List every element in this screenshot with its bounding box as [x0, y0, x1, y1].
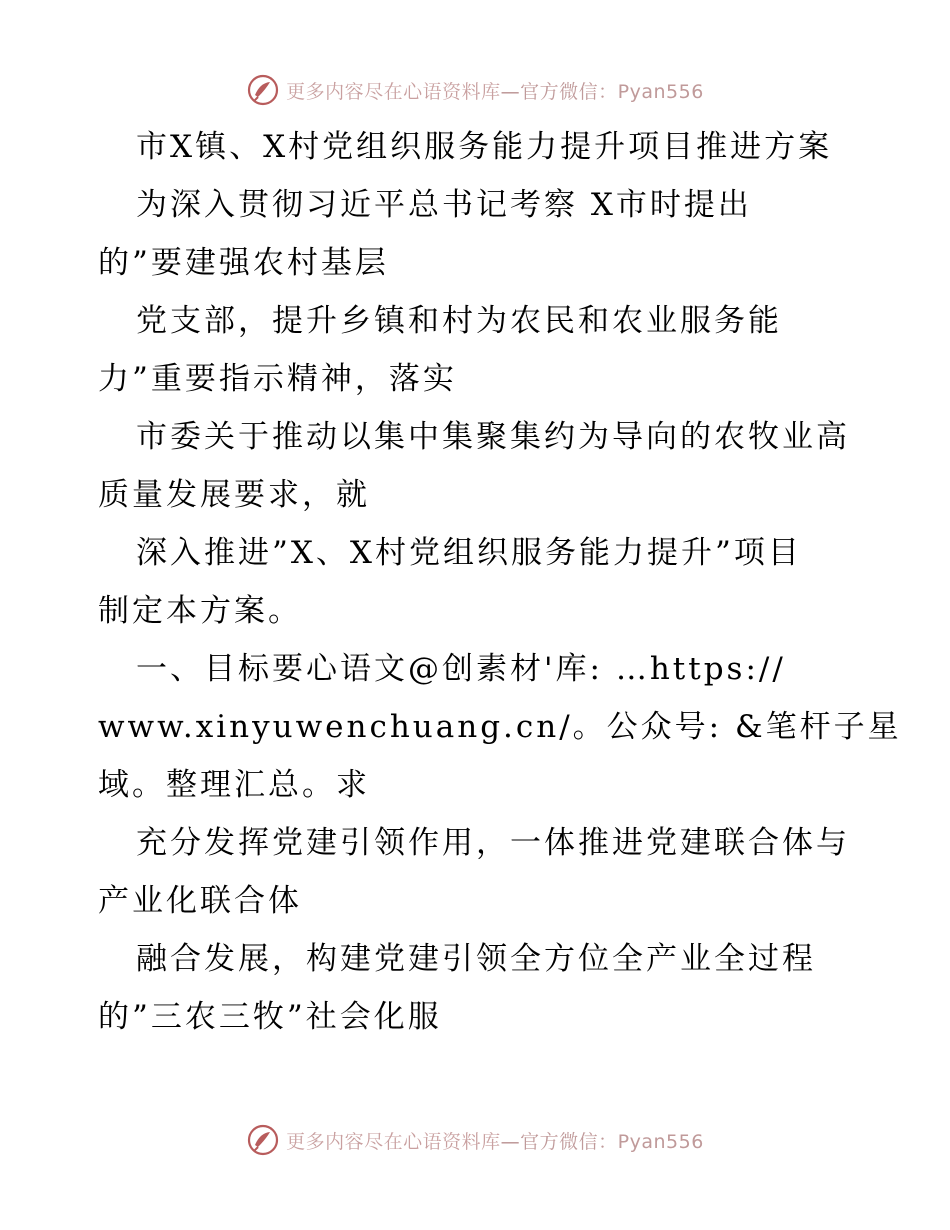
watermark-text [286, 1127, 704, 1154]
watermark-text [286, 77, 704, 104]
watermark-separator: — [500, 1130, 521, 1153]
document-line: 的”三农三牧”社会化服 [98, 999, 442, 1035]
document-line: 质量发展要求，就 [98, 477, 370, 513]
watermark-wechat: 官方微信：Pyan556 [520, 1130, 704, 1153]
watermark-separator: — [500, 80, 521, 103]
watermark-banner-bottom [0, 1120, 950, 1160]
watermark-wechat: 官方微信：Pyan556 [520, 80, 704, 103]
document-line: 深入推进”X、X村党组织服务能力提升”项目 [136, 535, 802, 571]
document-line: 党支部，提升乡镇和村为农民和农业服务能 [136, 303, 782, 339]
watermark-banner-top [0, 70, 950, 110]
document-line: 一、目标要心语文@创素材'库: …https:// [136, 651, 786, 687]
document-line: 为深入贯彻习近平总书记考察 X市时提出 [136, 187, 752, 223]
document-line: 制定本方案。 [98, 593, 302, 629]
document-line: 市X镇、X村党组织服务能力提升项目推进方案 [136, 129, 833, 165]
document-line: www.xinyuwenchuang.cn/。公众号: &笔杆子星 [98, 709, 902, 745]
document-line: 的”要建强农村基层 [98, 245, 389, 281]
document-line: 市委关于推动以集中集聚集约为导向的农牧业高 [136, 419, 850, 455]
watermark-site: 更多内容尽在心语资料库 [286, 80, 501, 103]
document-line: 充分发挥党建引领作用，一体推进党建联合体与 [136, 825, 850, 861]
logo-icon [246, 73, 280, 107]
document-body [98, 118, 902, 1046]
document-line: 融合发展，构建党建引领全方位全产业全过程 [136, 941, 816, 977]
logo-icon [246, 1123, 280, 1157]
watermark-site: 更多内容尽在心语资料库 [286, 1130, 501, 1153]
document-line: 力”重要指示精神，落实 [98, 361, 457, 397]
document-line: 域。整理汇总。求 [98, 767, 370, 803]
document-line: 产业化联合体 [98, 883, 302, 919]
